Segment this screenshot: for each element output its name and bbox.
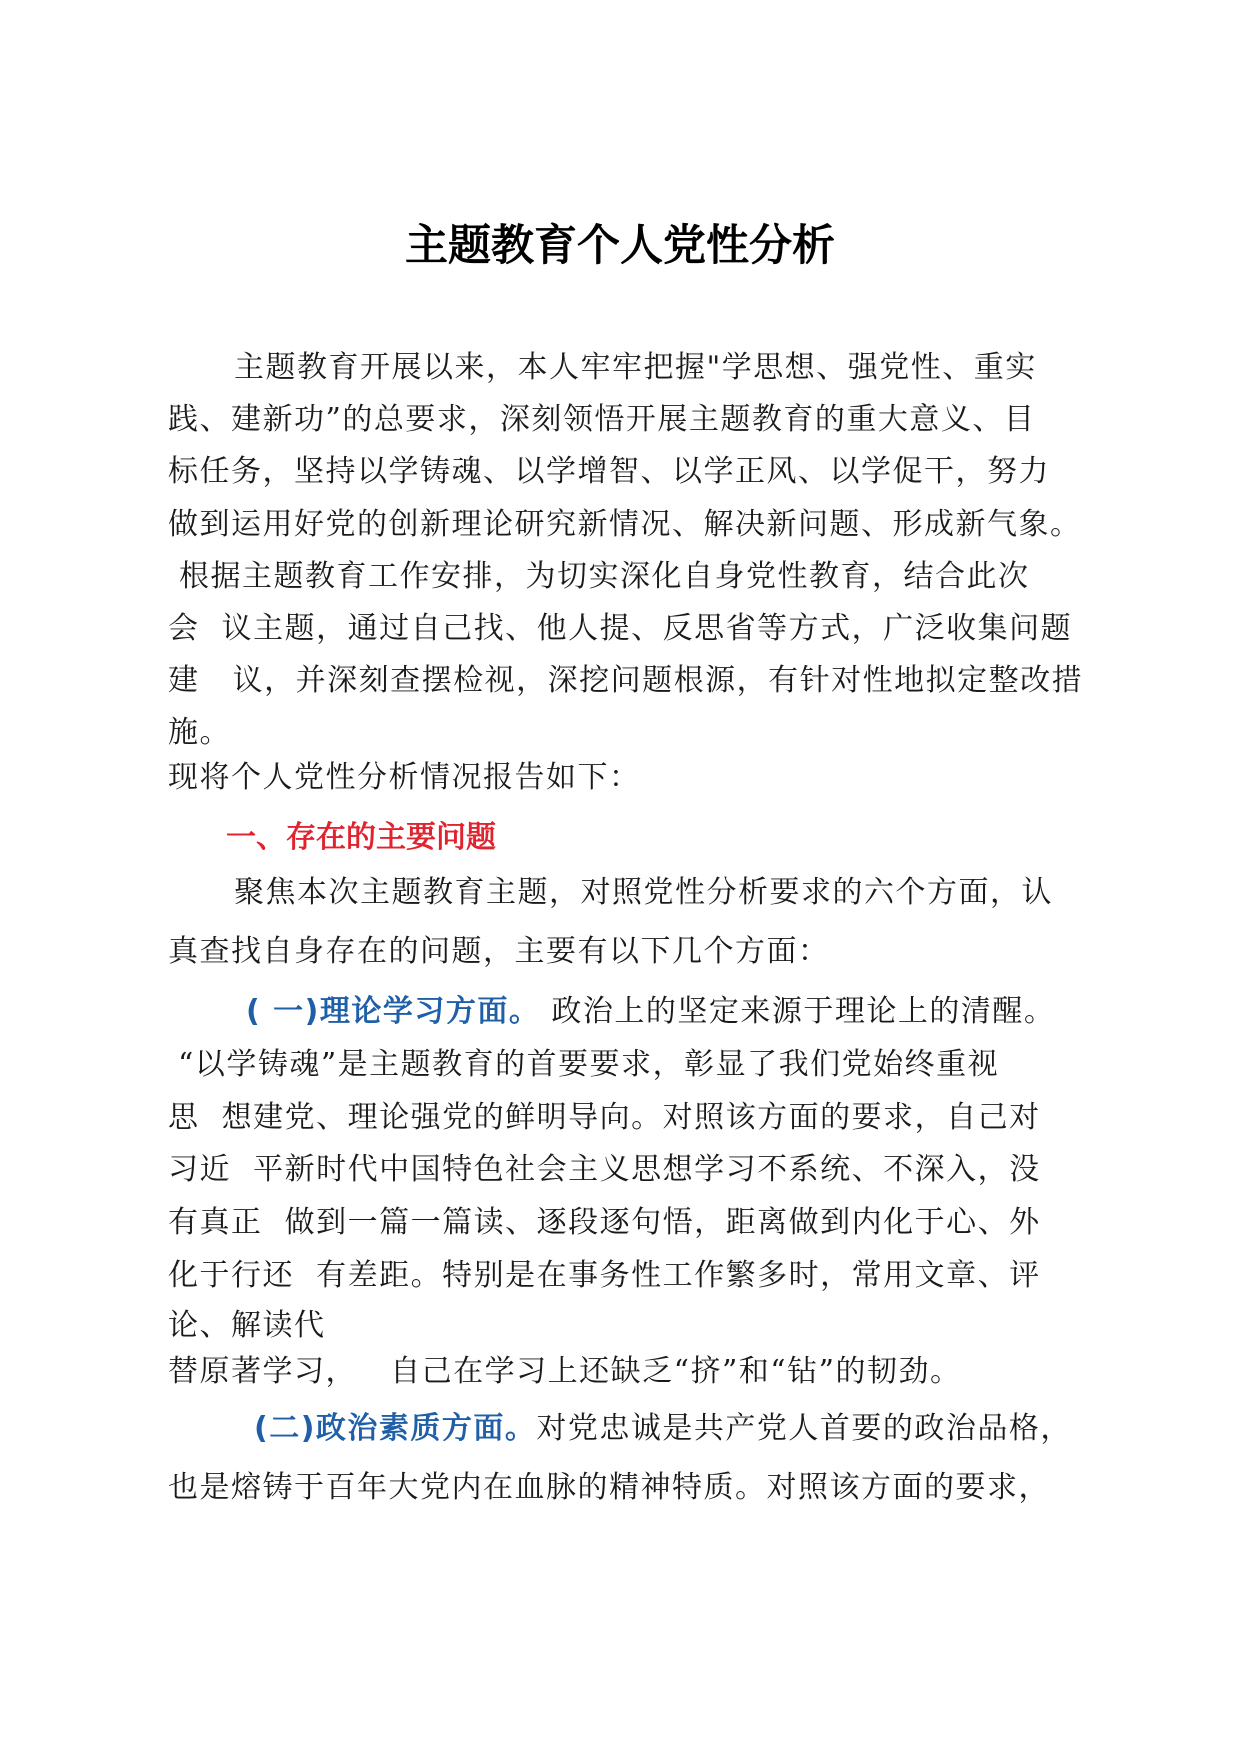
section-intro-line-1: 聚焦本次主题教育主题，对照党性分析要求的六个方面，认 [234,875,1053,910]
subsection-1-line-2: 思 想建党、理论强党的鲜明导向。对照该方面的要求，自己对 [168,1100,1041,1135]
intro-line-4: 做到运用好党的创新理论研究新情况、解决新问题、形成新气象。 [168,507,1082,542]
subsection-2-first-line [254,1409,1072,1449]
intro-line-9: 现将个人党性分析情况报告如下： [168,760,641,795]
intro-line-1: 主题教育开展以来，本人牢牢把握"学思想、强党性、重实 [234,350,1037,385]
intro-line-7: 建 议，并深刻查摆检视，深挖问题根源，有针对性地拟定整改措 [168,663,1084,698]
subsection-1-line-7: 替原著学习， 自己在学习上还缺乏“挤”和“钻”的韧劲。 [168,1354,962,1389]
subsection-2-line-1: 也是熔铸于百年大党内在血脉的精神特质。对照该方面的要求， [168,1470,1050,1505]
subsection-1-line-6: 论、解读代 [168,1308,326,1343]
subsection-1-line-3: 习近 平新时代中国特色社会主义思想学习不系统、不深入，没 [168,1152,1041,1187]
section-intro-line-2: 真查找自身存在的问题，主要有以下几个方面： [168,934,830,969]
subsection-1-heading: ( 一)理论学习方面。 [246,994,541,1029]
subsection-2-heading: (二)政治素质方面。 [254,1411,537,1446]
subsection-1-line-5: 化于行还 有差距。特别是在事务性工作繁多时，常用文章、评 [168,1258,1041,1293]
document-title: 主题教育个人党性分析 [405,221,835,271]
subsection-2-first-line-text: 对党忠诚是共产党人首要的政治品格， [536,1411,1072,1446]
intro-line-6: 会 议主题，通过自己找、他人提、反思省等方式，广泛收集问题 [168,611,1073,646]
intro-line-2: 践、建新功”的总要求，深刻领悟开展主题教育的重大意义、目 [168,402,1036,437]
subsection-1-first-line-text: 政治上的坚定来源于理论上的清醒。 [540,994,1056,1029]
section-heading: 一、存在的主要问题 [226,820,496,855]
intro-line-8: 施。 [168,715,231,750]
subsection-1-line-4: 有真正 做到一篇一篇读、逐段逐句悟，距离做到内化于心、外 [168,1205,1041,1240]
subsection-1-line-1: “以学铸魂”是主题教育的首要要求，彰显了我们党始终重视 [178,1047,1000,1082]
subsection-1-first-line [246,992,1055,1032]
intro-line-3: 标任务，坚持以学铸魂、以学增智、以学正风、以学促干，努力 [168,454,1050,489]
intro-line-5: 根据主题教育工作安排，为切实深化自身党性教育，结合此次 [168,559,1030,594]
